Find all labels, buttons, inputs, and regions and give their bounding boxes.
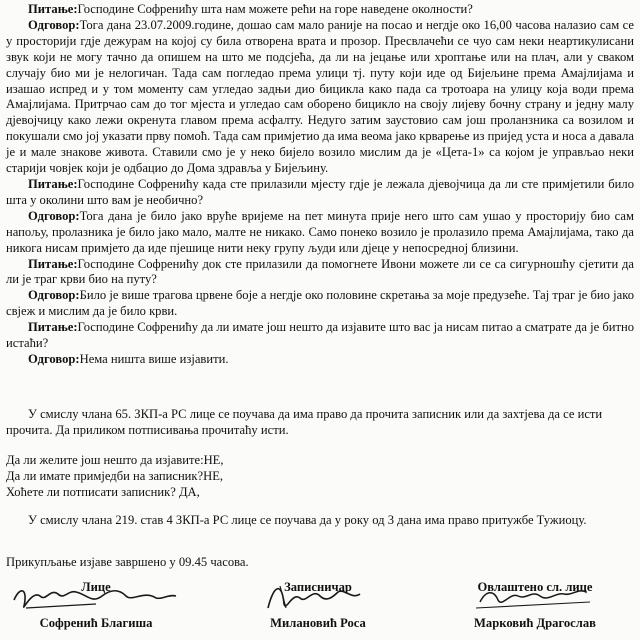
entry-label: Одговор: <box>28 17 80 32</box>
entry-text: Господине Софренићу док сте прилазили да помогнете Ивони можете ли се са сигурношћу сјетити да ли је траг крви био на путу? <box>6 256 634 287</box>
notice-219-text: У смислу члана 219. став 4 ЗКП-а РС лице се поучава да у року од 3 дана има право притужбе Тужиоцу. <box>28 513 587 527</box>
notice-65-text: У смислу члана 65. ЗКП-а РС лице се поучава да има право да прочита записник или да захтјева да се исти прочита. Да приликом потписивања прочитаћу исти. <box>6 407 603 437</box>
entry-text: Тога дана 23.07.2009.године, дошао сам мало раније на посао и негдје око 16,00 часова налазио сам се у просторији гдје дежурам на којој су била отворена врата и прозор. Пресвлачећи се чуо сам неки неартикулисани звук који не могу тачно да опишем на што ме подсјећа, да ли на јецање или хроптање или на плач, али у сваком случају био ми је нелогичан. Тада сам погледао према улици тј. путу који иде од Бијељине према Амајлијама и изашао испред и у том моменту сам угледао задњи дио бицикла како пада са тротоара на улицу која води према Амајлијама. Притрчао сам до тог мјеста и угледао сам оборено бицикло на своју лијеву бочну страну и једну малу дјевојчицу како лежи окренута главом према асфалту. Недуго затим заустовио сам још проланзника са возилом и покушали смо јој указати прву помоћ. Тада сам примјетио да има веома јако крварење из пријед уста и носа а давала је и мале знакове живота. Ставили смо је у неко бијело возило мислим да је «Цета-1» са којом је управљао неки старији човјек који је одбацио до Дома здравља у Бијељину. <box>6 17 634 176</box>
closing-question: Да ли желите још нешто да изјавите:НЕ, <box>6 453 224 467</box>
dialogue-entry <box>6 209 634 257</box>
entry-label: Одговор: <box>28 288 80 303</box>
dialogue-entry <box>6 2 634 18</box>
signature-title: Овлаштено сл. лице <box>477 580 593 594</box>
notice-article-219 <box>6 512 634 528</box>
entry-label: Одговор: <box>28 351 80 366</box>
entry-text: Нема ништа више изјавити. <box>79 351 229 366</box>
entry-text: Тога дана је било јако вруће вријеме на пет минута прије него што сам ушао у просторију био сам напољу, пролазника је било јако мало, малте не никако. Само понеко возило је пролазило према Амајлијама, тако да никога нисам примјето да иде пјешице нити неку групу људи или дјеце у непосредној близини. <box>6 208 634 255</box>
signature-name: Милановић Роса <box>270 616 366 630</box>
entry-text: Било је више трагова црвене боје а негдје око половине скретања за моје предузеће. Тај траг је био јако свјеж и мислим да је било крви. <box>6 288 634 319</box>
entry-label: Питање: <box>28 256 78 271</box>
dialogue-entry <box>6 352 634 368</box>
entry-label: Питање: <box>28 320 78 335</box>
dialogue-entry <box>6 320 634 352</box>
dialogue-entry <box>6 257 634 289</box>
entry-text: Господине Софренићу шта нам можете рећи на горе наведене околности? <box>77 2 473 16</box>
dialogue-entry <box>6 177 634 209</box>
closing-question: Хоћете ли потписати записник? ДА, <box>6 485 200 499</box>
notice-article-65 <box>6 406 634 438</box>
question-answer-section <box>6 2 634 368</box>
signature-block <box>0 578 640 640</box>
closing-questions <box>6 452 634 500</box>
closing-question: Да ли имате примједби на записник?НЕ, <box>6 469 224 483</box>
completion-line <box>6 554 634 570</box>
signature-name: Марковић Драгослав <box>474 616 596 630</box>
dialogue-entry <box>6 288 634 320</box>
signature-title: Записничар <box>284 580 352 594</box>
completion-text: Прикупљање изјаве завршено у 09.45 часова. <box>6 555 249 569</box>
entry-label: Питање: <box>28 176 78 191</box>
signature-name: Софренић Благиша <box>39 616 153 630</box>
entry-text: Господине Софренићу када сте прилазили мјесту гдје је лежала дјевојчица да ли сте примјетили било шта у околини што вам је необично? <box>6 176 634 207</box>
entry-label: Одговор: <box>28 208 80 223</box>
entry-text: Господине Софренићу да ли имате још нешто да изјавите што вас ја нисам питао а сматрате да је битно истаћи? <box>6 320 634 351</box>
dialogue-entry <box>6 18 634 177</box>
entry-label: Питање: <box>28 2 78 16</box>
signature-title: Лице <box>81 580 111 594</box>
